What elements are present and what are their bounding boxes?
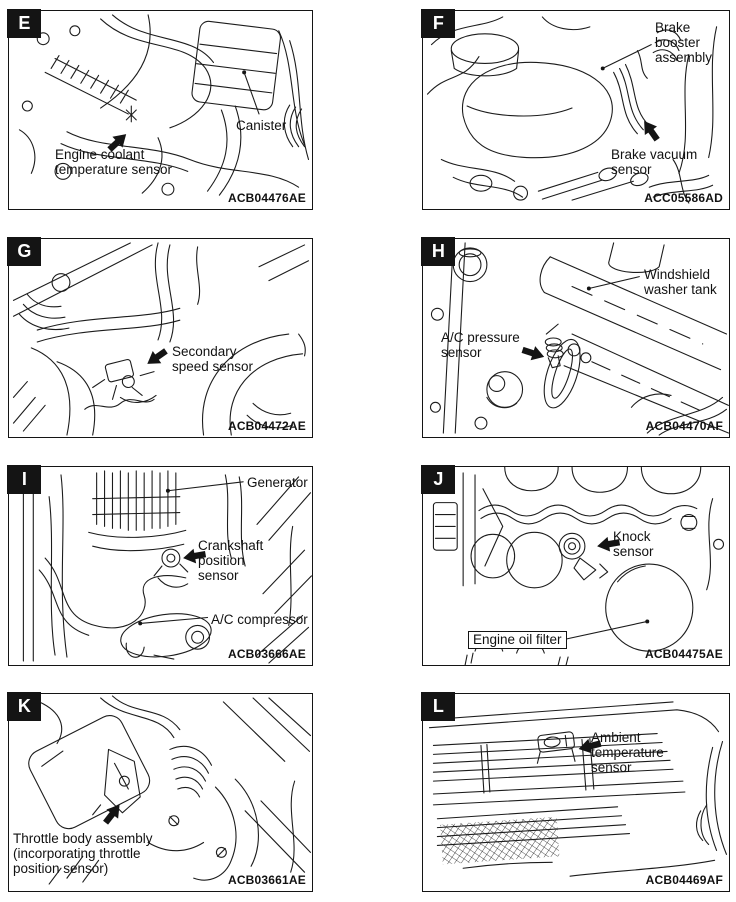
panel-letter-badge: G (7, 237, 41, 266)
pointer-arrow-icon (100, 800, 126, 827)
illustration-code: ACB04472AE (227, 419, 306, 433)
leader-line (589, 277, 639, 289)
figure-panel-e (8, 10, 313, 210)
panel-letter-badge: E (7, 9, 41, 38)
panel-letter-badge: K (7, 692, 41, 721)
panel-letter-badge: H (421, 237, 455, 266)
panel-letter-badge: L (421, 692, 455, 721)
leader-line (565, 621, 647, 639)
illustration-code: ACB04475AE (644, 647, 723, 661)
label-throttle-body-assembly: Throttle body assembly (incorporating throttle position sensor) (13, 831, 153, 877)
label-canister: Canister (236, 118, 287, 133)
figure-panel-g (8, 238, 313, 438)
label-brake-booster-assembly: Brake booster assembly (655, 20, 713, 66)
leader-line (168, 482, 243, 491)
leader-dot (601, 66, 605, 70)
illustration-code: ACB03661AE (227, 873, 306, 887)
leader-dot (587, 287, 591, 291)
illustration-code: ACB03666AE (227, 647, 306, 661)
pointer-arrow-icon (143, 345, 170, 370)
illustration-code: ACB04476AE (227, 191, 306, 205)
label-ambient-temperature-sensor: Ambient temperature sensor (591, 730, 664, 776)
label-secondary-speed-sensor: Secondary speed sensor (172, 344, 254, 375)
panel-letter-badge: I (7, 465, 41, 494)
leader-dot (166, 489, 170, 493)
figure-panel-l (422, 693, 730, 892)
front-grille-illustration (423, 694, 729, 891)
figure-panel-j (422, 466, 730, 666)
illustration-code: ACC05586AD (644, 191, 723, 205)
label-knock-sensor: Knock sensor (613, 529, 654, 560)
figure-panel-i (8, 466, 313, 666)
label-engine-oil-filter: Engine oil filter (468, 631, 567, 649)
figure-panel-k (8, 693, 313, 892)
leader-dot (242, 70, 246, 74)
label-crankshaft-position-sensor: Crankshaft position sensor (198, 538, 264, 584)
leader-dot (645, 619, 649, 623)
label-windshield-washer-tank: Windshield washer tank (644, 267, 717, 298)
label-engine-coolant-temperature-sensor: Engine coolant temperature sensor (55, 147, 173, 178)
line-art (13, 243, 308, 435)
engine-bay-illustration (9, 239, 312, 437)
leader-line (140, 617, 207, 623)
label-ac-pressure-sensor: A/C pressure sensor (441, 330, 520, 361)
leader-dot (138, 621, 142, 625)
panel-letter-badge: F (421, 9, 455, 38)
label-generator: Generator (247, 475, 308, 490)
label-brake-vacuum-sensor: Brake vacuum sensor (611, 147, 698, 178)
pointer-arrow-icon (638, 117, 663, 144)
figure-panel-h (422, 238, 730, 438)
engine-bay-illustration (9, 11, 312, 209)
illustration-code: ACB04470AF (645, 419, 723, 433)
label-ac-compressor: A/C compressor (211, 612, 308, 627)
line-art (429, 702, 726, 876)
figure-panel-f (422, 10, 730, 210)
panel-letter-badge: J (421, 465, 455, 494)
illustration-code: ACB04469AF (645, 873, 723, 887)
leader-line (603, 45, 652, 69)
